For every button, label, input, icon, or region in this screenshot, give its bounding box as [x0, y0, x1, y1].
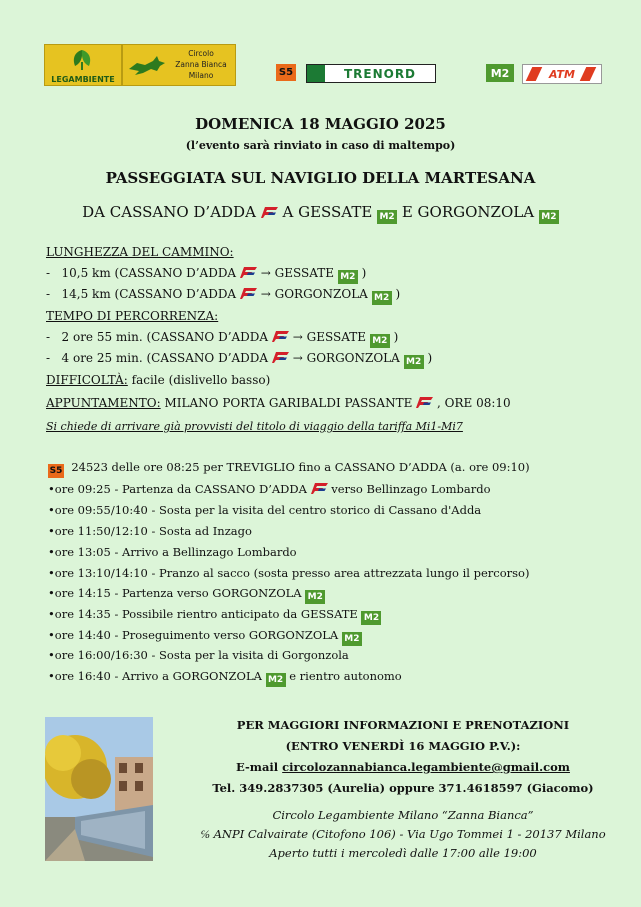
legambiente-logo — [44, 44, 122, 86]
fs-rail-icon — [240, 287, 257, 300]
schedule-item: •ore 09:25 - Partenza da CASSANO D’ADDA verso Bellinzago Lombardo — [48, 482, 491, 496]
m2-badge: M2 — [486, 64, 514, 82]
m2-badge: M2 — [305, 590, 325, 604]
atm-logo-text: ATM — [549, 67, 575, 81]
lunghezza-label: LUNGHEZZA DEL CAMMINO: — [46, 245, 234, 259]
appuntamento-time: , ORE 08:10 — [437, 396, 511, 410]
weather-note: (l’evento sarà rinviato in caso di maltempo) — [185, 139, 456, 152]
subtitle-end: E GORGONZOLA — [401, 203, 535, 221]
schedule-item: •ore 14:35 - Possibile rientro anticipato da GESSATE M2 — [48, 607, 381, 625]
schedule-item: •ore 09:55/10:40 - Sosta per la visita del centro storico di Cassano d'Adda — [48, 503, 482, 517]
email-label: E-mail — [236, 760, 279, 774]
ticket-note: Si chiede di arrivare già provvisti del titolo di viaggio della tariffa Mi1-Mi7 — [46, 420, 463, 433]
schedule-item: •ore 16:40 - Arrivo a GORGONZOLA M2 e rientro autonomo — [48, 669, 402, 685]
m2-badge: M2 — [370, 334, 390, 348]
appuntamento-label: APPUNTAMENTO: — [46, 396, 161, 410]
canal-photo — [45, 717, 153, 861]
trenord-logo-text: TRENORD — [343, 66, 417, 81]
subtitle-mid: A GESSATE — [282, 203, 373, 221]
circolo-hours: Aperto tutti i mercoledì dalle 17:00 alle 19:00 — [269, 846, 537, 860]
tempo-label: TEMPO DI PERCORRENZA: — [46, 309, 219, 323]
legambiente-logo-text: LEGAMBIENTE — [51, 75, 115, 84]
wolf-icon — [127, 53, 167, 77]
circolo-name: Circolo Legambiente Milano “Zanna Bianca” — [272, 808, 534, 822]
appuntamento-value: MILANO PORTA GARIBALDI PASSANTE — [164, 396, 413, 410]
fs-rail-icon — [311, 482, 328, 495]
phone-line: Tel. 349.2837305 (Aurelia) oppure 371.4618597 (Giacomo) — [212, 781, 594, 795]
zanna-bianca-line3: Milano — [188, 71, 214, 80]
s5-badge: S5 — [49, 466, 63, 476]
atm-stripe-icon — [580, 67, 597, 81]
train-line — [48, 460, 530, 478]
m2-badge: M2 — [539, 210, 559, 224]
m2-badge: M2 — [342, 632, 362, 646]
fs-rail-icon — [272, 351, 289, 364]
tempo-item: - 4 ore 25 min. (CASSANO D’ADDA → GORGONZOLA M2 ) — [46, 351, 433, 367]
m2-badge: M2 — [372, 291, 392, 305]
m2-badge: M2 — [338, 270, 358, 284]
atm-logo — [522, 64, 602, 84]
schedule-item: •ore 14:40 - Proseguimento verso GORGONZOLA M2 — [48, 628, 362, 646]
lunghezza-item: - 10,5 km (CASSANO D’ADDA → GESSATE M2 ) — [46, 266, 367, 282]
event-title: PASSEGGIATA SUL NAVIGLIO DELLA MARTESANA — [105, 169, 536, 187]
subtitle-from: DA CASSANO D’ADDA — [82, 203, 256, 221]
m2-badge: M2 — [404, 355, 424, 369]
atm-stripe-icon — [526, 67, 543, 81]
difficolta-line — [46, 373, 270, 387]
circolo-address: ℅ ANPI Calvairate (Citofono 106) - Via Ugo Tommei 1 - 20137 Milano — [200, 827, 606, 841]
event-subtitle — [0, 203, 641, 224]
schedule-item: •ore 13:10/14:10 - Pranzo al sacco (sosta presso area attrezzata lungo il percorso) — [48, 566, 530, 580]
s5-badge: S5 — [276, 64, 296, 81]
fs-rail-icon — [240, 266, 257, 279]
zanna-bianca-line2: Zanna Bianca — [175, 60, 227, 69]
schedule-item: •ore 14:15 - Partenza verso GORGONZOLA M2 — [48, 586, 325, 604]
trenord-mark-icon — [307, 65, 325, 82]
leaf-icon — [67, 48, 97, 70]
info-deadline: (ENTRO VENERDÌ 16 MAGGIO P.V.): — [285, 739, 521, 753]
tempo-item: - 2 ore 55 min. (CASSANO D’ADDA → GESSATE M2 ) — [46, 330, 399, 346]
fs-rail-icon — [416, 396, 433, 409]
zanna-bianca-logo — [122, 44, 236, 86]
train-text: 24523 delle ore 08:25 per TREVIGLIO fino a CASSANO D’ADDA (a. ore 09:10) — [71, 460, 530, 474]
schedule-item: •ore 13:05 - Arrivo a Bellinzago Lombardo — [48, 545, 297, 559]
fs-rail-icon — [261, 206, 278, 219]
email-link[interactable]: circolozannabianca.legambiente@gmail.com — [282, 760, 570, 774]
schedule-item: •ore 11:50/12:10 - Sosta ad Inzago — [48, 524, 252, 538]
lunghezza-item: - 14,5 km (CASSANO D’ADDA → GORGONZOLA M2 ) — [46, 287, 401, 303]
trenord-logo — [306, 64, 436, 83]
m2-badge: M2 — [377, 210, 397, 224]
info-heading: PER MAGGIORI INFORMAZIONI E PRENOTAZIONI — [236, 718, 570, 732]
difficolta-value: facile (dislivello basso) — [131, 373, 271, 387]
schedule-item: •ore 16:00/16:30 - Sosta per la visita di Gorgonzola — [48, 648, 349, 662]
fs-rail-icon — [272, 330, 289, 343]
event-date: DOMENICA 18 MAGGIO 2025 — [195, 115, 446, 133]
zanna-bianca-line1: Circolo — [188, 49, 214, 58]
difficolta-label: DIFFICOLTÀ: — [46, 373, 128, 387]
appuntamento-line — [46, 396, 511, 410]
m2-badge: M2 — [361, 611, 381, 625]
email-line — [165, 760, 641, 774]
m2-badge: M2 — [266, 673, 286, 687]
